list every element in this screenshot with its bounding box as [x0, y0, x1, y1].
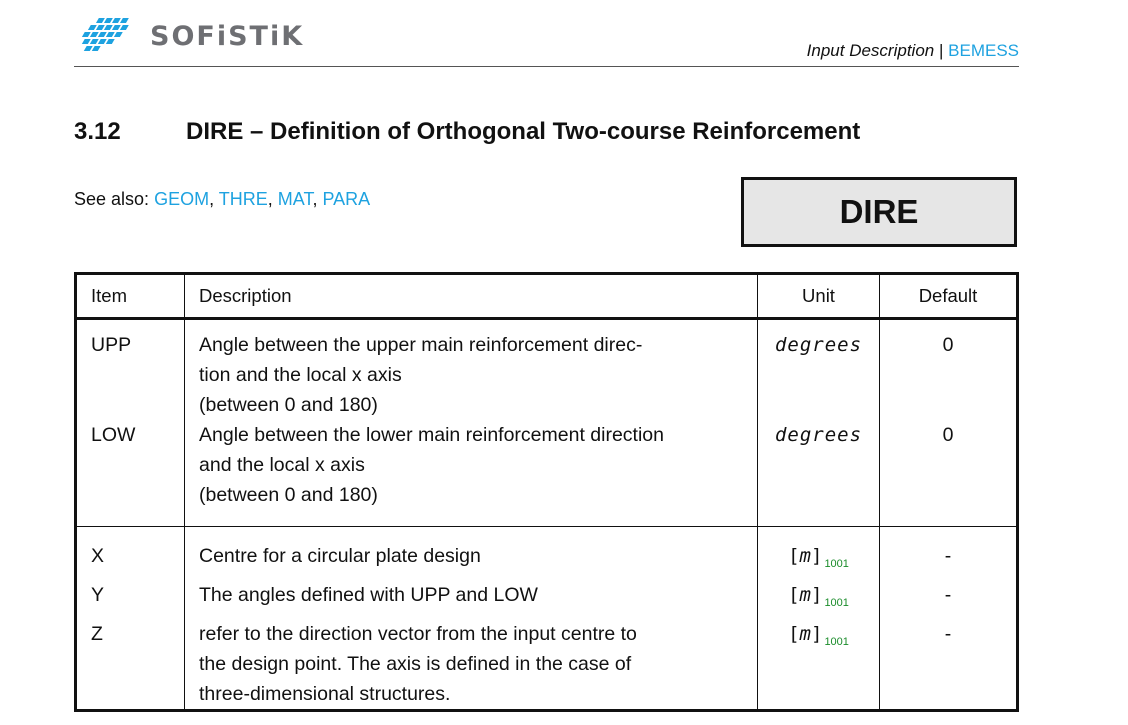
logo-text: SOFiSTiK [150, 20, 305, 52]
table-row [76, 526, 1018, 574]
table-row [76, 319, 1018, 421]
description-line: and the local x axis [199, 454, 365, 476]
unit-value: [m] [788, 622, 823, 645]
sofistik-logo [74, 14, 304, 58]
parameter-table [74, 272, 1019, 712]
doc-label: Input Description [806, 41, 935, 60]
unit-value: degrees [774, 334, 863, 356]
description-line: Angle between the lower main reinforcement direction [199, 424, 665, 446]
description-line: three-dimensional structures. [199, 682, 451, 705]
header-unit: Unit [758, 274, 880, 319]
item-cell: LOW [76, 420, 185, 526]
header-doc-title [807, 41, 1019, 61]
see-also-link-mat[interactable]: MAT [277, 189, 313, 209]
default-cell: - [944, 622, 952, 645]
default-cell: 0 [942, 424, 954, 446]
default-cell: - [944, 583, 952, 606]
description-line: refer to the direction vector from the input centre to [199, 622, 637, 645]
description-line: The angles defined with UPP and LOW [199, 583, 538, 606]
see-also-link-para[interactable]: PARA [322, 189, 371, 209]
description-cell [185, 526, 758, 574]
unit-subscript: 1001 [824, 596, 849, 609]
program-link[interactable]: BEMESS [948, 41, 1019, 60]
description-cell [185, 319, 758, 421]
description-cell [185, 574, 758, 613]
section-title: DIRE – Definition of Orthogonal Two-course Reinforcement [186, 118, 861, 145]
item-cell: Z [76, 613, 185, 711]
unit-cell [758, 574, 880, 613]
unit-value: [m] [788, 544, 823, 567]
see-also-link-thre[interactable]: THRE [218, 189, 268, 209]
description-line: the design point. The axis is defined in the case of [199, 652, 632, 675]
description-line: tion and the local x axis [199, 364, 402, 386]
unit-value: degrees [774, 424, 863, 446]
table-row [76, 613, 1018, 711]
sofistik-logo-icon [74, 16, 136, 56]
table-row [76, 420, 1018, 526]
description-line: (between 0 and 180) [199, 484, 378, 506]
description-cell [185, 613, 758, 711]
unit-subscript: 1001 [824, 557, 849, 570]
header-default: Default [880, 274, 1018, 319]
see-also-label: See also: [74, 189, 150, 209]
record-name-box: DIRE [741, 177, 1017, 247]
default-cell: - [880, 526, 1018, 574]
description-line: Centre for a circular plate design [199, 544, 481, 567]
description-cell [185, 420, 758, 526]
item-cell: UPP [76, 319, 185, 421]
unit-cell [758, 526, 880, 574]
item-cell: X [76, 526, 185, 574]
header-item: Item [76, 274, 185, 319]
item-cell: Y [76, 574, 185, 613]
see-also: See also: GEOM, THRE, MAT, PARA [74, 189, 371, 209]
table-header-row [76, 274, 1018, 319]
unit-subscript: 1001 [824, 635, 849, 648]
table-row [76, 574, 1018, 613]
unit-value: [m] [788, 583, 823, 606]
unit-cell [758, 420, 880, 526]
unit-cell [758, 319, 880, 421]
unit-cell [758, 613, 880, 711]
page-header [74, 14, 1019, 67]
default-cell: 0 [942, 334, 954, 356]
header-separator: | [938, 41, 944, 60]
see-also-link-geom[interactable]: GEOM [154, 189, 210, 209]
section-number: 3.12 [74, 118, 121, 145]
description-line: (between 0 and 180) [199, 394, 378, 416]
header-description: Description [185, 274, 758, 319]
description-line: Angle between the upper main reinforcement direc- [199, 334, 643, 356]
